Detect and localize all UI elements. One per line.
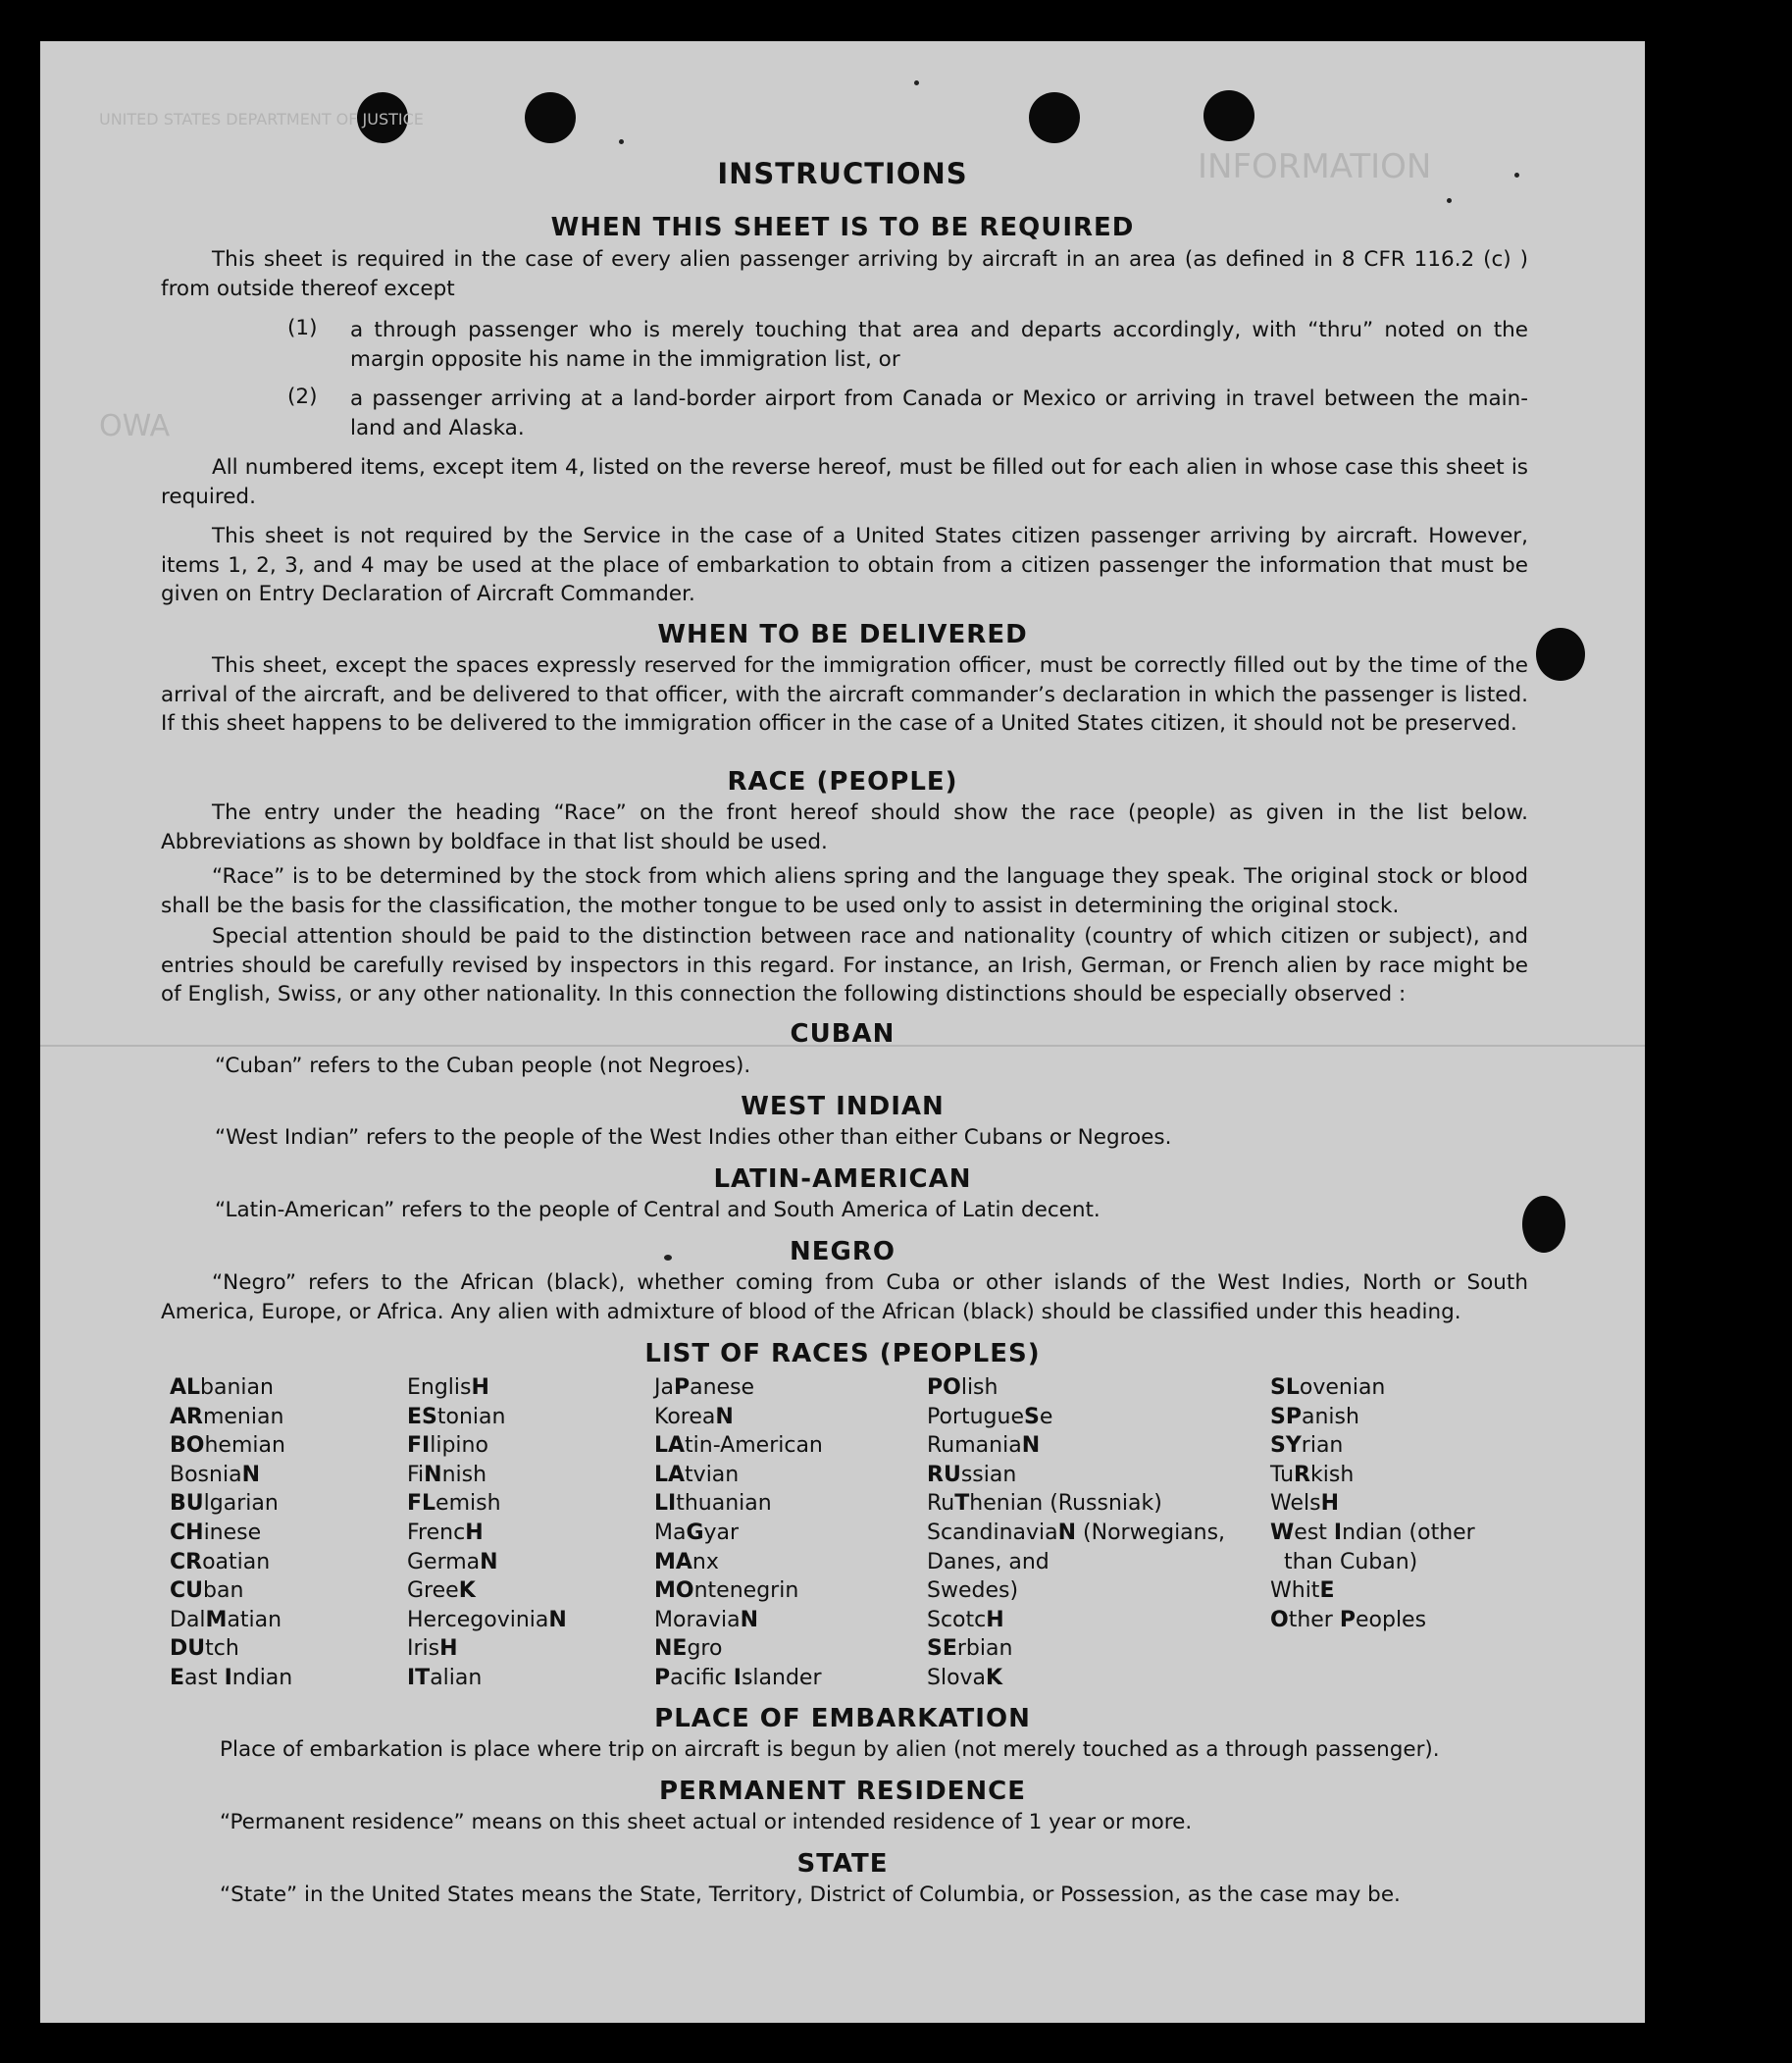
required-para-2: All numbered items, except item 4, listed on the reverse hereof, must be filled out for each alien in whose case this sheet is required.	[161, 455, 1528, 509]
race-entry: FIlipino	[407, 1433, 488, 1459]
section-title-state: STATE	[796, 1849, 889, 1879]
race-entry: PortugueSe	[927, 1404, 1053, 1429]
race-entry: ScotcH	[927, 1607, 1004, 1632]
delivered-text: This sheet, except the spaces expressly reserved for the immigration officer, must be correctly filled out by the time of the arrival of the aircraft, and be delivered to that officer, with the aircraft commander’s declaration in which the passenger is listed. If this sheet happens to be delivered to the immigration officer in the case of a United States citizen, it should not be preserved.	[161, 653, 1528, 736]
race-entry: DUtch	[170, 1636, 239, 1662]
speck	[1447, 198, 1452, 203]
race-entry: SlovaK	[927, 1665, 1003, 1690]
race-entry: West Indian (other	[1270, 1520, 1475, 1545]
race-entry: POlish	[927, 1375, 998, 1400]
race-entry: MoraviaN	[654, 1607, 759, 1632]
race-entry: TuRkish	[1270, 1462, 1355, 1487]
latin-american-text: “Latin-American” refers to the people of Central and South America of Latin decent.	[215, 1198, 1101, 1222]
section-title-west-indian: WEST INDIAN	[741, 1092, 945, 1121]
section-title-residence: PERMANENT RESIDENCE	[658, 1777, 1027, 1806]
race-entry: than Cuban)	[1270, 1549, 1418, 1574]
race-entry: FrencH	[407, 1520, 484, 1545]
race-entry: RumaniaN	[927, 1433, 1041, 1459]
bleed-through-text: OWA	[99, 409, 171, 443]
race-entry: CUban	[170, 1578, 244, 1604]
embarkation-text: Place of embarkation is place where trip on aircraft is begun by alien (not merely touched as a through passenger).	[220, 1737, 1440, 1762]
race-entry: DalMatian	[170, 1607, 282, 1632]
race-entry: GreeK	[407, 1578, 476, 1604]
race-entry: EStonian	[407, 1404, 506, 1429]
speck	[914, 80, 919, 85]
required-item-2: a passenger arriving at a land-border airport from Canada or Mexico or arriving in travel between the main-land and Alaska.	[350, 387, 1528, 440]
races-column	[170, 1373, 292, 1693]
races-column	[1270, 1373, 1475, 1634]
state-text: “State” in the United States means the State, Territory, District of Columbia, or Possession, as the case may be.	[220, 1882, 1401, 1907]
section-title-cuban: CUBAN	[790, 1019, 896, 1049]
required-para-3: This sheet is not required by the Service in the case of a United States citizen passenger arriving by aircraft. However, items 1, 2, 3, and 4 may be used at the place of embarkation to obtain from a citizen passenger the information that must be given on Entry Declaration of Aircraft Commander.	[161, 524, 1528, 606]
race-entry: MOntenegrin	[654, 1578, 799, 1604]
race-entry: MaGyar	[654, 1520, 740, 1545]
race-entry: Danes, and	[927, 1549, 1050, 1574]
race-para-1: The entry under the heading “Race” on the front hereof should show the race (people) as given in the list below. Abbreviations as shown by boldface in that list should be used.	[161, 800, 1528, 854]
race-entry: WelsH	[1270, 1491, 1339, 1517]
section-title-latin-american: LATIN-AMERICAN	[713, 1164, 972, 1194]
race-entry: KoreaN	[654, 1404, 734, 1429]
race-entry: RuThenian (Russniak)	[927, 1491, 1162, 1517]
race-entry: NEgro	[654, 1636, 723, 1662]
race-entry: FiNnish	[407, 1462, 487, 1487]
races-column	[407, 1373, 567, 1693]
page-heading: INSTRUCTIONS	[717, 157, 968, 190]
race-entry: JaPanese	[654, 1375, 755, 1400]
residence-text: “Permanent residence” means on this sheet actual or intended residence of 1 year or more.	[220, 1810, 1193, 1834]
race-entry: BosniaN	[170, 1462, 260, 1487]
race-entry: SPanish	[1270, 1404, 1359, 1429]
race-entry: LAtin-American	[654, 1433, 823, 1459]
race-entry: FLemish	[407, 1491, 501, 1517]
west-indian-text: “West Indian” refers to the people of the West Indies other than either Cubans or Negroes.	[215, 1125, 1172, 1150]
section-title-races-list: LIST OF RACES (PEOPLES)	[644, 1339, 1041, 1368]
race-para-3: Special attention should be paid to the distinction between race and nationality (country of which citizen or subject), and entries should be carefully revised by inspectors in this regard. For instance, an Irish, German, or French alien by race might be of English, Swiss, or any other nationality. In this connection the following distinctions should be especially observed :	[161, 924, 1528, 1006]
section-title-embarkation: PLACE OF EMBARKATION	[654, 1704, 1031, 1733]
item-number: (2)	[287, 385, 318, 409]
race-entry: MAnx	[654, 1549, 719, 1574]
punch-hole	[1203, 90, 1254, 141]
race-entry: CHinese	[170, 1520, 262, 1545]
document-page	[40, 41, 1645, 2023]
race-entry: East Indian	[170, 1665, 293, 1690]
bleed-through-text: INFORMATION	[1198, 147, 1432, 186]
punch-hole	[525, 92, 576, 143]
race-entry: CRoatian	[170, 1549, 271, 1574]
races-column	[654, 1373, 823, 1693]
required-intro: This sheet is required in the case of every alien passenger arriving by aircraft in an area (as defined in 8 CFR 116.2 (c) ) from outside thereof except	[161, 247, 1528, 301]
race-entry: LIthuanian	[654, 1491, 772, 1517]
race-entry: IrisH	[407, 1636, 458, 1662]
required-item-1: a through passenger who is merely touching that area and departs accordingly, with “thru” noted on the margin opposite his name in the immigration list, or	[350, 318, 1528, 372]
race-entry: BOhemian	[170, 1433, 285, 1459]
bleed-through-text: UNITED STATES DEPARTMENT OF JUSTICE	[99, 110, 424, 129]
race-entry: GermaN	[407, 1549, 498, 1574]
section-title-required: WHEN THIS SHEET IS TO BE REQUIRED	[550, 213, 1135, 242]
section-title-negro: NEGRO	[790, 1237, 896, 1266]
speck	[619, 139, 624, 144]
cuban-text: “Cuban” refers to the Cuban people (not Negroes).	[215, 1054, 751, 1078]
race-entry: RUssian	[927, 1462, 1017, 1487]
race-entry: LAtvian	[654, 1462, 740, 1487]
race-para-2: “Race” is to be determined by the stock from which aliens spring and the language they speak. The original stock or blood shall be the basis for the classification, the mother tongue to be used only to assist in determining the original stock.	[161, 864, 1528, 918]
race-entry: EnglisH	[407, 1375, 489, 1400]
section-title-delivered: WHEN TO BE DELIVERED	[657, 620, 1028, 649]
race-entry: SYrian	[1270, 1433, 1344, 1459]
race-entry: BUlgarian	[170, 1491, 279, 1517]
race-entry: HercegoviniaN	[407, 1607, 567, 1632]
punch-hole	[1029, 92, 1080, 143]
race-entry: Pacific Islander	[654, 1665, 822, 1690]
race-entry: Other Peoples	[1270, 1607, 1427, 1632]
race-entry: ALbanian	[170, 1375, 274, 1400]
race-entry: SErbian	[927, 1636, 1013, 1662]
races-list	[170, 1373, 1562, 1707]
race-entry: ScandinaviaN (Norwegians,	[927, 1520, 1226, 1545]
races-column	[927, 1373, 1225, 1693]
item-number: (1)	[287, 316, 318, 340]
race-entry: WhitE	[1270, 1578, 1335, 1604]
negro-text: “Negro” refers to the African (black), whether coming from Cuba or other islands of the West Indies, North or South America, Europe, or Africa. Any alien with admixture of blood of the African (black) should be classified under this heading.	[161, 1270, 1528, 1324]
section-title-race: RACE (PEOPLE)	[727, 767, 958, 797]
race-entry: SLovenian	[1270, 1375, 1386, 1400]
race-entry: ARmenian	[170, 1404, 284, 1429]
race-entry: ITalian	[407, 1665, 483, 1690]
race-entry: Swedes)	[927, 1578, 1019, 1604]
